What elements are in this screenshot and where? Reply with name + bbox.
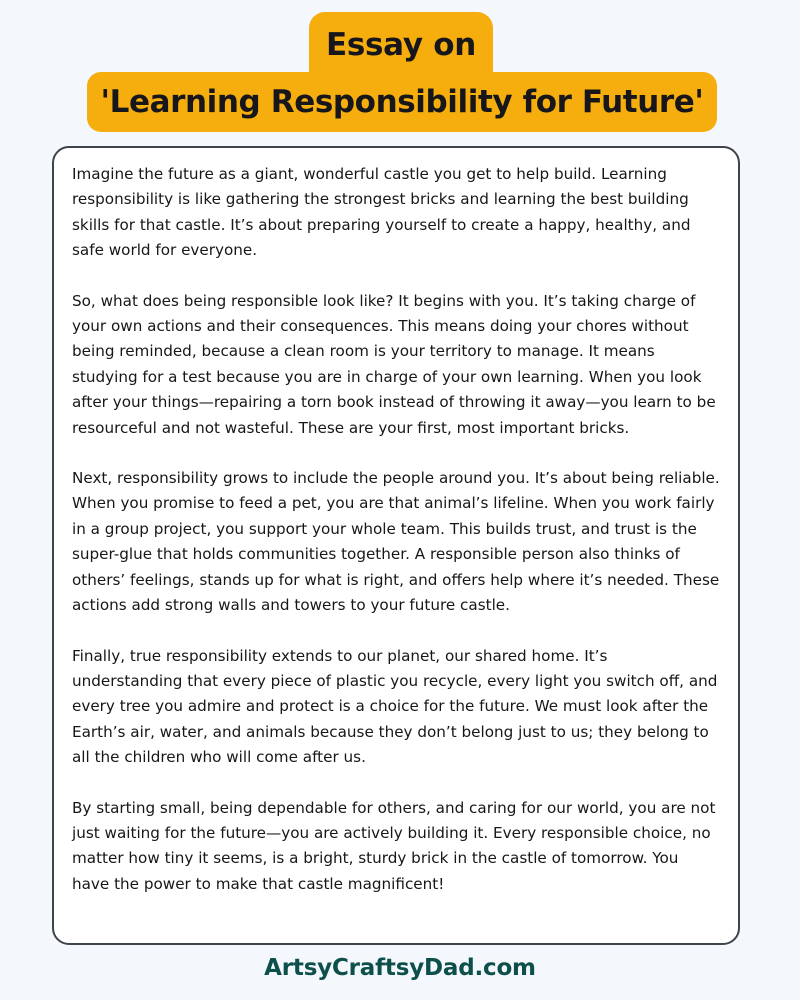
essay-body bbox=[72, 162, 720, 897]
essay-card bbox=[52, 146, 740, 945]
essay-paragraph: Finally, true responsibility extends to our planet, our shared home. It’s understanding that every piece of plastic you recycle, every light you switch off, and every tree you admire and protect is a choice for the future. We must look after the Earth’s air, water, and animals because they don’t belong just to us; they belong to all the children who will come after us. bbox=[72, 646, 718, 767]
title-line-2: 'Learning Responsibility for Future' bbox=[100, 83, 704, 120]
title-line-1: Essay on bbox=[325, 26, 476, 63]
essay-paragraph: Next, responsibility grows to include the people around you. It’s about being reliable. When you promise to feed a pet, you are that animal’s lifeline. When you work fairly in a group project, you support your whole team. This builds trust, and trust is the super-glue that holds communities together. A responsible person also thinks of others’ feelings, stands up for what is right, and offers help where it’s needed. These actions add strong walls and towers to your future castle. bbox=[72, 469, 720, 615]
footer bbox=[0, 955, 800, 983]
essay-paragraph: So, what does being responsible look like? It begins with you. It’s taking charge of your own actions and their consequences. This means doing your chores without being reminded, because a clean room is your territory to manage. It means studying for a test because you are in charge of your own learning. When you look after your things—repairing a torn book instead of throwing it away—you learn to be resourceful and not wasteful. These are your first, most important bricks. bbox=[72, 291, 716, 437]
essay-paragraph: By starting small, being dependable for others, and caring for our world, you are not just waiting for the future—you are actively building it. Every responsible choice, no matter how tiny it seems, is a bright, sturdy brick in the castle of tomorrow. You have the power to make that castle magnificent! bbox=[72, 798, 716, 893]
title-banner-bottom bbox=[87, 72, 717, 132]
title-header bbox=[0, 0, 800, 136]
essay-paragraph: Imagine the future as a giant, wonderful castle you get to help build. Learning responsibility is like gathering the strongest bricks and learning the best building skills for that castle. It’s about preparing yourself to create a happy, healthy, and safe world for everyone. bbox=[72, 165, 691, 260]
site-brand: ArtsyCraftsyDad.com bbox=[264, 955, 536, 981]
title-banner-top bbox=[309, 12, 493, 78]
